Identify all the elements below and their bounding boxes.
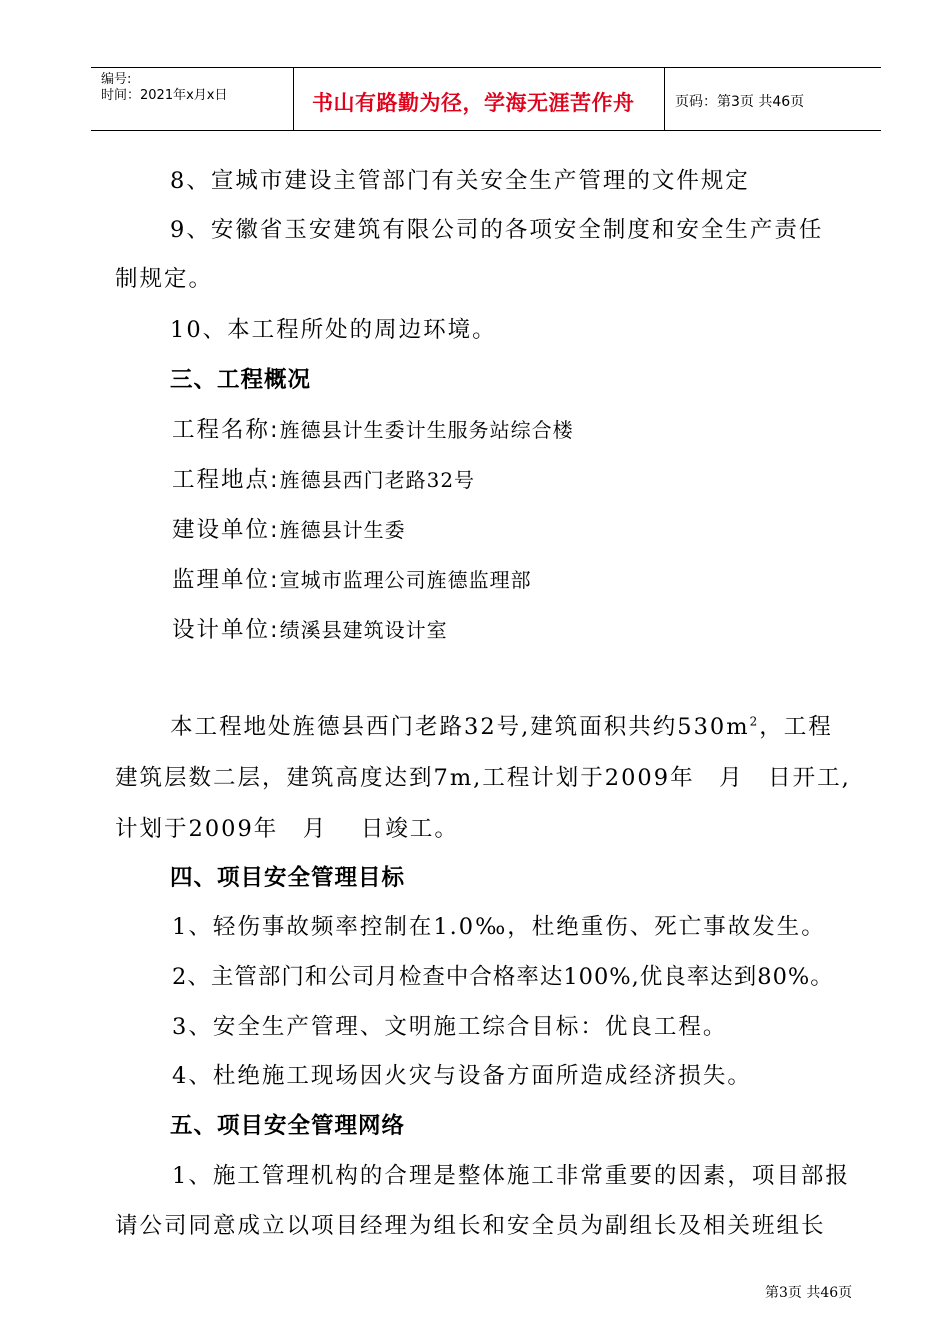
project-location-row xyxy=(172,466,475,494)
header-page-number: 页码：第3页 共46页 xyxy=(675,94,805,110)
overview-text-1: 本工程地处旌德县西门老路32号,建筑面积共约530m xyxy=(170,714,750,740)
item-9-line-1: 9、安徽省玉安建筑有限公司的各项安全制度和安全生产责任 xyxy=(170,217,824,243)
project-location-value: 旌德县西门老路32号 xyxy=(279,468,476,492)
goal-2: 2、主管部门和公司月检查中合格率达100%,优良率达到80%。 xyxy=(172,964,834,990)
project-name-row xyxy=(172,416,574,444)
item-8: 8、宣城市建设主管部门有关安全生产管理的文件规定 xyxy=(170,168,750,194)
owner-row xyxy=(172,516,406,544)
supervisor-value: 宣城市监理公司旌德监理部 xyxy=(279,568,532,592)
area-superscript: 2 xyxy=(749,714,760,729)
overview-text-1-tail: ，工程 xyxy=(759,714,833,740)
designer-row xyxy=(172,616,448,644)
designer-label: 设计单位: xyxy=(172,617,280,643)
time-label: 时间：2021年x月x日 xyxy=(101,88,228,103)
motto-text: 书山有路勤为径，学海无涯苦作舟 xyxy=(312,91,635,115)
overview-line-1 xyxy=(170,713,833,741)
header-meta-cell xyxy=(91,68,294,130)
supervisor-label: 监理单位: xyxy=(172,567,280,593)
number-label: 编号: xyxy=(101,72,132,87)
item-10: 10、本工程所处的周边环境。 xyxy=(170,317,497,343)
goal-4: 4、杜绝施工现场因火灾与设备方面所造成经济损失。 xyxy=(172,1063,752,1089)
project-location-label: 工程地点: xyxy=(172,467,280,493)
item-9-line-2: 制规定。 xyxy=(115,266,214,292)
overview-line-2: 建筑层数二层，建筑高度达到7m,工程计划于2009年 月 日开工, xyxy=(115,765,851,791)
project-name-value: 旌德县计生委计生服务站综合楼 xyxy=(279,418,574,442)
owner-value: 旌德县计生委 xyxy=(279,518,406,542)
footer-page-number: 第3页 共46页 xyxy=(765,1285,853,1301)
header-motto-cell xyxy=(294,68,665,130)
header-page-cell xyxy=(665,68,881,130)
supervisor-row xyxy=(172,566,532,594)
section-3-heading: 三、工程概况 xyxy=(170,367,312,393)
overview-line-3: 计划于2009年 月 日竣工。 xyxy=(115,816,459,842)
page-header xyxy=(91,67,881,131)
owner-label: 建设单位: xyxy=(172,517,280,543)
designer-value: 绩溪县建筑设计室 xyxy=(279,618,448,642)
network-line-2: 请公司同意成立以项目经理为组长和安全员为副组长及相关班组长 xyxy=(115,1213,826,1239)
goal-1: 1、轻伤事故频率控制在1.0‰，杜绝重伤、死亡事故发生。 xyxy=(172,914,826,940)
section-4-heading: 四、项目安全管理目标 xyxy=(170,865,406,891)
goal-3: 3、安全生产管理、文明施工综合目标：优良工程。 xyxy=(172,1014,728,1040)
network-line-1: 1、施工管理机构的合理是整体施工非常重要的因素，项目部报 xyxy=(172,1163,850,1189)
project-name-label: 工程名称: xyxy=(172,417,280,443)
section-5-heading: 五、项目安全管理网络 xyxy=(170,1113,406,1139)
